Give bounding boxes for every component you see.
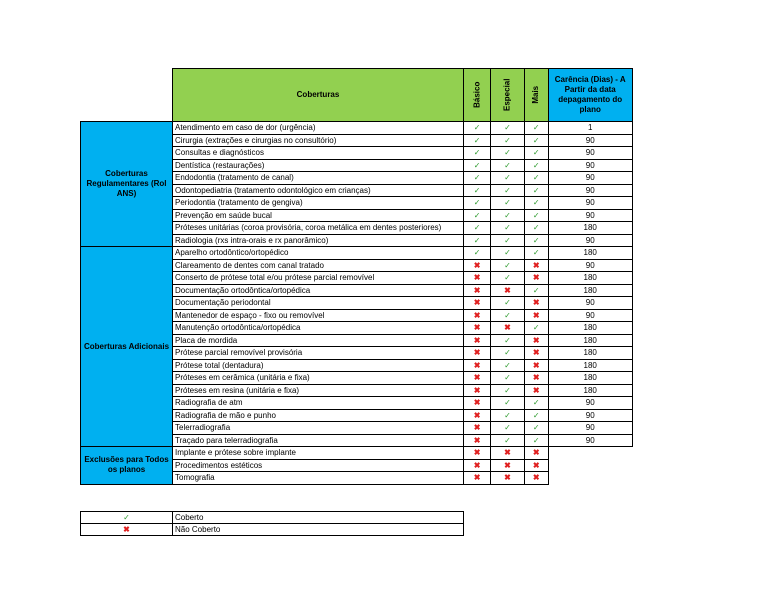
carencia-days: 180: [548, 272, 632, 285]
carencia-days: 90: [548, 297, 632, 310]
cross-icon: ✖: [524, 359, 548, 372]
check-icon: ✓: [491, 184, 524, 197]
legend-label: Coberto: [173, 512, 464, 524]
check-icon: ✓: [464, 147, 491, 160]
coverage-name: Procedimentos estéticos: [173, 459, 464, 472]
check-icon: ✓: [524, 159, 548, 172]
check-icon: ✓: [491, 209, 524, 222]
check-icon: ✓: [524, 397, 548, 410]
check-icon: ✓: [491, 247, 524, 260]
cross-icon: ✖: [81, 524, 173, 536]
check-icon: ✓: [491, 134, 524, 147]
check-icon: ✓: [491, 347, 524, 360]
header-row: [81, 69, 633, 122]
check-icon: ✓: [81, 512, 173, 524]
coverage-name: Prótese total (dentadura): [173, 359, 464, 372]
carencia-days: 90: [548, 172, 632, 185]
check-icon: ✓: [491, 309, 524, 322]
cross-icon: ✖: [491, 447, 524, 460]
check-icon: ✓: [464, 222, 491, 235]
cross-icon: ✖: [464, 472, 491, 485]
cross-icon: ✖: [464, 409, 491, 422]
carencia-days: 180: [548, 247, 632, 260]
carencia-days: 90: [548, 159, 632, 172]
group-label: Coberturas Adicionais: [81, 247, 173, 447]
check-icon: ✓: [491, 297, 524, 310]
check-icon: ✓: [524, 222, 548, 235]
coverage-name: Aparelho ortodôntico/ortopédico: [173, 247, 464, 260]
coverage-body: [81, 122, 633, 485]
check-icon: ✓: [491, 422, 524, 435]
coverage-name: Tomografia: [173, 472, 464, 485]
coverage-name: Telerradiografia: [173, 422, 464, 435]
coverage-name: Periodontia (tratamento de gengiva): [173, 197, 464, 210]
legend-table: [80, 511, 464, 536]
check-icon: ✓: [491, 334, 524, 347]
check-icon: ✓: [491, 359, 524, 372]
cross-icon: ✖: [491, 322, 524, 335]
check-icon: ✓: [491, 197, 524, 210]
check-icon: ✓: [491, 222, 524, 235]
carencia-days: 180: [548, 322, 632, 335]
check-icon: ✓: [524, 234, 548, 247]
coverage-name: Documentação ortodôntica/ortopédica: [173, 284, 464, 297]
cross-icon: ✖: [464, 372, 491, 385]
table-row: [81, 247, 633, 260]
cross-icon: ✖: [464, 347, 491, 360]
coverage-name: Dentística (restaurações): [173, 159, 464, 172]
cross-icon: ✖: [464, 359, 491, 372]
cross-icon: ✖: [464, 284, 491, 297]
carencia-days: 90: [548, 259, 632, 272]
cross-icon: ✖: [524, 384, 548, 397]
coverage-name: Cirurgia (extrações e cirurgias no consultório): [173, 134, 464, 147]
check-icon: ✓: [524, 172, 548, 185]
coverage-name: Conserto de prótese total e/ou prótese parcial removível: [173, 272, 464, 285]
check-icon: ✓: [464, 122, 491, 135]
carencia-days: 1: [548, 122, 632, 135]
check-icon: ✓: [464, 159, 491, 172]
coverage-name: Traçado para telerradiografia: [173, 434, 464, 447]
check-icon: ✓: [524, 197, 548, 210]
cross-icon: ✖: [464, 334, 491, 347]
cross-icon: ✖: [524, 459, 548, 472]
coverage-name: Clareamento de dentes com canal tratado: [173, 259, 464, 272]
cross-icon: ✖: [464, 422, 491, 435]
check-icon: ✓: [491, 384, 524, 397]
cross-icon: ✖: [464, 272, 491, 285]
carencia-days: 180: [548, 334, 632, 347]
cross-icon: ✖: [464, 309, 491, 322]
coverage-name: Endodontia (tratamento de canal): [173, 172, 464, 185]
coverage-name: Radiografia de atm: [173, 397, 464, 410]
coverage-name: Próteses em resina (unitária e fixa): [173, 384, 464, 397]
check-icon: ✓: [524, 409, 548, 422]
plan-header-basico: Básico: [464, 69, 491, 122]
empty-days: [548, 447, 632, 460]
legend-label: Não Coberto: [173, 524, 464, 536]
coverage-name: Próteses unitárias (coroa provisória, coroa metálica em dentes posteriores): [173, 222, 464, 235]
coverage-name: Implante e prótese sobre implante: [173, 447, 464, 460]
check-icon: ✓: [464, 184, 491, 197]
coverage-name: Prevenção em saúde bucal: [173, 209, 464, 222]
cross-icon: ✖: [464, 447, 491, 460]
carencia-days: 90: [548, 234, 632, 247]
carencia-days: 90: [548, 184, 632, 197]
cross-icon: ✖: [491, 459, 524, 472]
check-icon: ✓: [524, 209, 548, 222]
header-spacer: [81, 69, 173, 122]
check-icon: ✓: [464, 172, 491, 185]
legend-row: [81, 524, 464, 536]
check-icon: ✓: [491, 234, 524, 247]
check-icon: ✓: [491, 372, 524, 385]
cross-icon: ✖: [464, 397, 491, 410]
carencia-days: 180: [548, 359, 632, 372]
coverage-name: Consultas e diagnósticos: [173, 147, 464, 160]
table-row: [81, 447, 633, 460]
carencia-days: 90: [548, 434, 632, 447]
coverage-name: Documentação periodontal: [173, 297, 464, 310]
check-icon: ✓: [524, 284, 548, 297]
check-icon: ✓: [524, 422, 548, 435]
cross-icon: ✖: [464, 434, 491, 447]
carencia-days: 180: [548, 222, 632, 235]
coverage-name: Odontopediatria (tratamento odontológico em crianças): [173, 184, 464, 197]
check-icon: ✓: [491, 409, 524, 422]
check-icon: ✓: [464, 134, 491, 147]
check-icon: ✓: [524, 122, 548, 135]
check-icon: ✓: [524, 322, 548, 335]
check-icon: ✓: [491, 397, 524, 410]
coverage-name: Radiologia (rxs intra-orais e rx panorâmico): [173, 234, 464, 247]
cross-icon: ✖: [524, 259, 548, 272]
carencia-days: 90: [548, 397, 632, 410]
check-icon: ✓: [464, 197, 491, 210]
group-label: Exclusões para Todos os planos: [81, 447, 173, 485]
coverage-name: Mantenedor de espaço - fixo ou removível: [173, 309, 464, 322]
cross-icon: ✖: [524, 334, 548, 347]
group-label: Coberturas Regulamentares (Rol ANS): [81, 122, 173, 247]
carencia-days: 90: [548, 147, 632, 160]
coverage-table: [80, 68, 633, 485]
plan-header-especial: Especial: [491, 69, 524, 122]
cross-icon: ✖: [524, 309, 548, 322]
plan-header-mais: Mais: [524, 69, 548, 122]
check-icon: ✓: [524, 147, 548, 160]
check-icon: ✓: [491, 434, 524, 447]
cross-icon: ✖: [524, 272, 548, 285]
check-icon: ✓: [491, 272, 524, 285]
check-icon: ✓: [524, 134, 548, 147]
coverage-name: Próteses em cerâmica (unitária e fixa): [173, 372, 464, 385]
legend-body: [81, 512, 464, 536]
carencia-days: 180: [548, 284, 632, 297]
check-icon: ✓: [464, 247, 491, 260]
check-icon: ✓: [491, 259, 524, 272]
carencia-days: 90: [548, 209, 632, 222]
cross-icon: ✖: [524, 472, 548, 485]
cross-icon: ✖: [464, 459, 491, 472]
empty-days: [548, 472, 632, 485]
cross-icon: ✖: [524, 372, 548, 385]
carencia-header: Carência (Dias) - A Partir da data depagamento do plano: [548, 69, 632, 122]
check-icon: ✓: [491, 159, 524, 172]
check-icon: ✓: [524, 434, 548, 447]
carencia-days: 90: [548, 197, 632, 210]
coberturas-header: Coberturas: [173, 69, 464, 122]
check-icon: ✓: [491, 122, 524, 135]
carencia-days: 180: [548, 384, 632, 397]
table-row: [81, 122, 633, 135]
coverage-name: Manutenção ortodôntica/ortopédica: [173, 322, 464, 335]
coverage-name: Radiografia de mão e punho: [173, 409, 464, 422]
check-icon: ✓: [524, 247, 548, 260]
coverage-name: Placa de mordida: [173, 334, 464, 347]
cross-icon: ✖: [464, 384, 491, 397]
cross-icon: ✖: [524, 347, 548, 360]
legend-row: [81, 512, 464, 524]
carencia-days: 90: [548, 409, 632, 422]
check-icon: ✓: [491, 147, 524, 160]
carencia-days: 90: [548, 422, 632, 435]
carencia-days: 90: [548, 309, 632, 322]
cross-icon: ✖: [464, 322, 491, 335]
cross-icon: ✖: [491, 284, 524, 297]
check-icon: ✓: [491, 172, 524, 185]
check-icon: ✓: [464, 234, 491, 247]
carencia-days: 180: [548, 372, 632, 385]
coverage-name: Atendimento em caso de dor (urgência): [173, 122, 464, 135]
cross-icon: ✖: [524, 297, 548, 310]
carencia-days: 90: [548, 134, 632, 147]
empty-days: [548, 459, 632, 472]
cross-icon: ✖: [491, 472, 524, 485]
coverage-name: Prótese parcial removível provisória: [173, 347, 464, 360]
check-icon: ✓: [524, 184, 548, 197]
cross-icon: ✖: [464, 297, 491, 310]
carencia-days: 180: [548, 347, 632, 360]
cross-icon: ✖: [464, 259, 491, 272]
check-icon: ✓: [464, 209, 491, 222]
cross-icon: ✖: [524, 447, 548, 460]
